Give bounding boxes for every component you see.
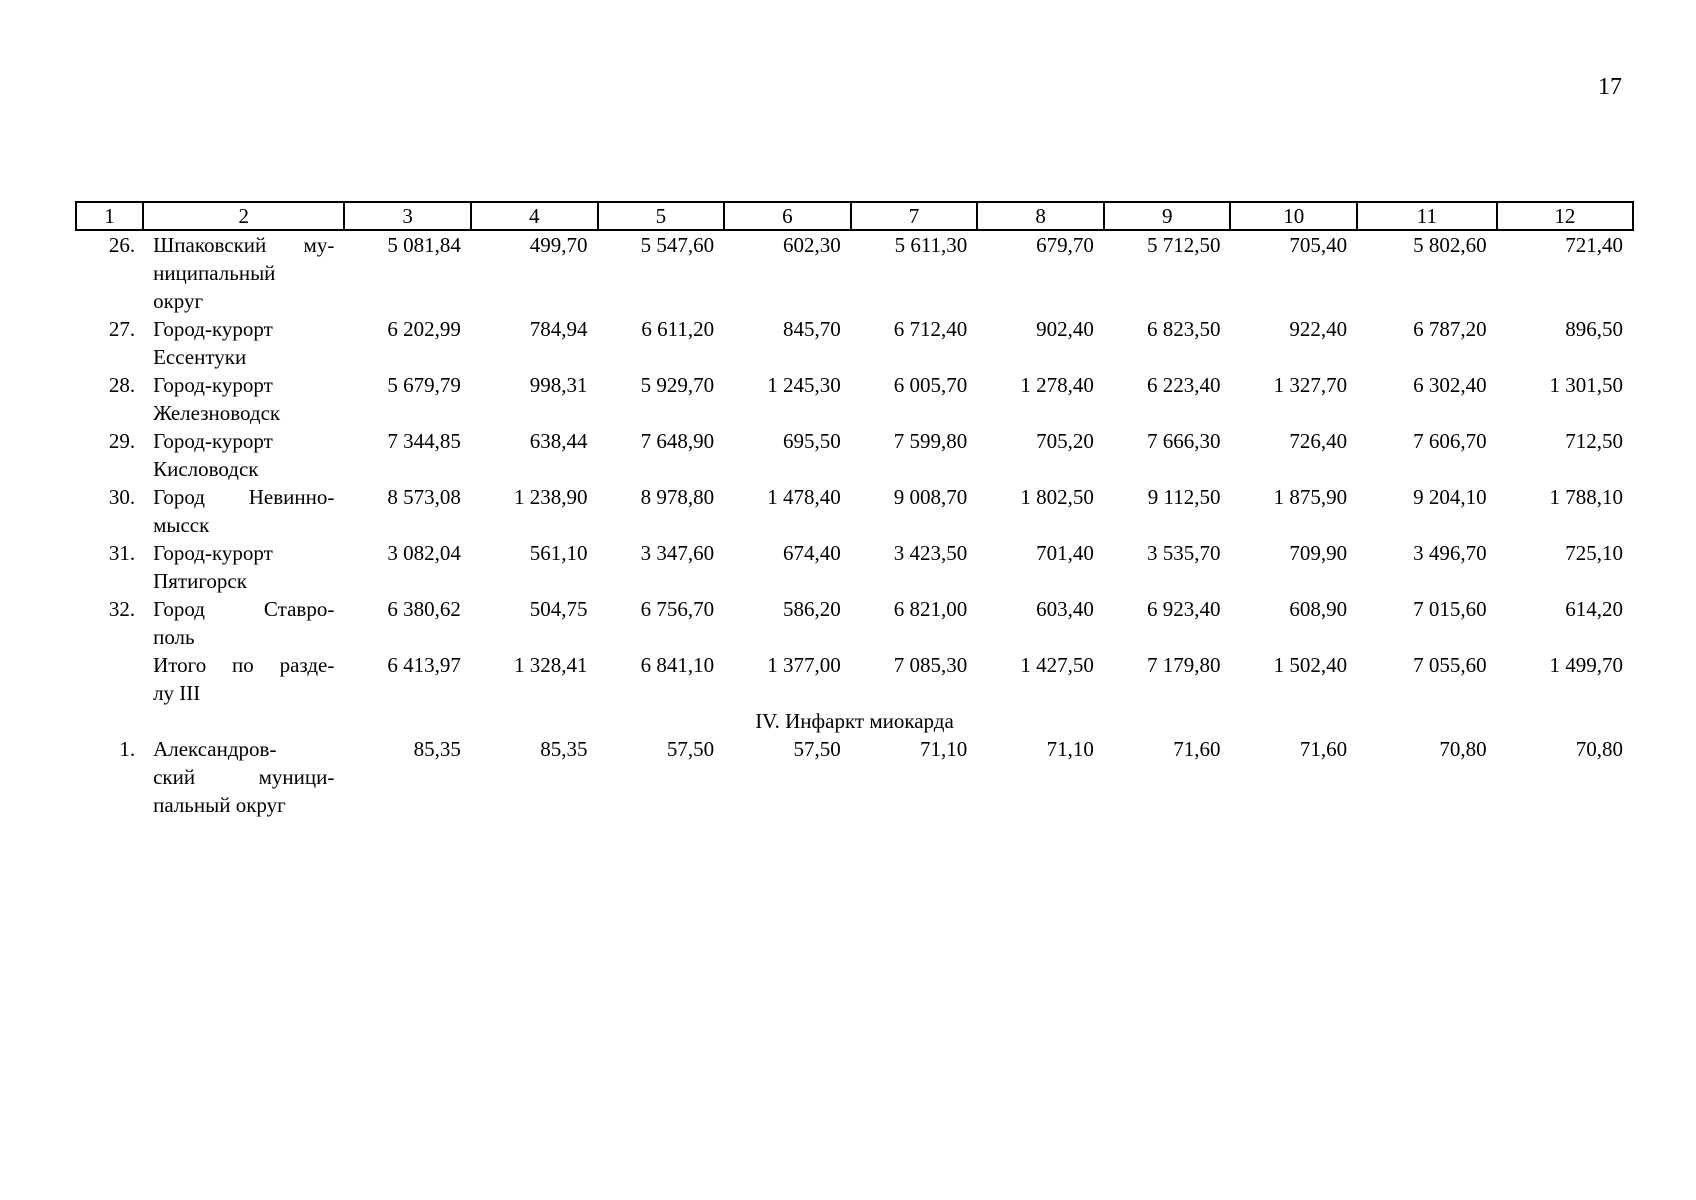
value-cell: 70,80: [1575, 737, 1623, 761]
municipality-name: [143, 230, 344, 315]
column-number-cell: 12: [1497, 202, 1633, 230]
value-cell: 6 005,70: [893, 373, 968, 397]
value-cell: 6 380,62: [387, 597, 461, 621]
value-cell: 1 427,50: [1020, 653, 1094, 677]
value-cell: 712,50: [1565, 429, 1623, 453]
value-cell: 614,20: [1565, 597, 1623, 621]
name-line: ский муници-: [153, 765, 335, 789]
section-row: [76, 707, 1633, 735]
name-line: мысск: [153, 513, 210, 537]
data-table: [75, 201, 1634, 819]
value-cell: 7 606,70: [1413, 429, 1487, 453]
table-row: [76, 539, 1633, 595]
value-cell: 7 015,60: [1413, 597, 1487, 621]
value-cell: 9 204,10: [1413, 485, 1487, 509]
row-index: 31.: [108, 541, 136, 565]
name-line: Железноводск: [153, 401, 281, 425]
column-number-cell: 8: [977, 202, 1104, 230]
value-cell: 608,90: [1289, 597, 1348, 621]
value-cell: 6 823,50: [1146, 317, 1221, 341]
value-cell: 1 278,40: [1020, 373, 1094, 397]
value-cell: 6 302,40: [1413, 373, 1487, 397]
value-cell: 3 423,50: [893, 541, 968, 565]
name-line: лу III: [153, 681, 201, 705]
municipality-name: [143, 315, 344, 371]
name-line: пальный округ: [153, 793, 286, 817]
value-cell: 726,40: [1289, 429, 1348, 453]
page-number: 17: [1598, 74, 1622, 100]
name-line: Город-курорт: [153, 317, 273, 341]
column-number-cell: 1: [76, 202, 143, 230]
name-line: ниципальный: [153, 261, 276, 285]
value-cell: 7 344,85: [387, 429, 461, 453]
value-cell: 784,94: [529, 317, 588, 341]
value-cell: 7 179,80: [1146, 653, 1221, 677]
value-cell: 9 112,50: [1147, 485, 1221, 509]
value-cell: 5 802,60: [1413, 233, 1487, 257]
value-cell: 1 238,90: [514, 485, 588, 509]
value-cell: 3 496,70: [1413, 541, 1487, 565]
value-cell: 8 978,80: [640, 485, 715, 509]
value-cell: 709,90: [1289, 541, 1348, 565]
value-cell: 586,20: [782, 597, 841, 621]
table-row: [76, 595, 1633, 651]
value-cell: 6 223,40: [1146, 373, 1221, 397]
column-number-cell: 10: [1230, 202, 1357, 230]
row-index: 29.: [108, 429, 136, 453]
value-cell: 504,75: [529, 597, 588, 621]
value-cell: 845,70: [782, 317, 841, 341]
value-cell: 8 573,08: [387, 485, 461, 509]
table-body: [76, 230, 1633, 819]
value-cell: 9 008,70: [893, 485, 968, 509]
value-cell: 561,10: [529, 541, 588, 565]
value-cell: 57,50: [793, 737, 841, 761]
table-row: [76, 371, 1633, 427]
value-cell: 6 712,40: [893, 317, 968, 341]
value-cell: 7 085,30: [893, 653, 968, 677]
name-line: Город-курорт: [153, 541, 273, 565]
value-cell: 1 875,90: [1273, 485, 1348, 509]
table-row: [76, 230, 1633, 315]
row-index: 27.: [108, 317, 136, 341]
value-cell: 679,70: [1036, 233, 1094, 257]
value-cell: 5 929,70: [640, 373, 715, 397]
value-cell: 902,40: [1036, 317, 1094, 341]
value-cell: 5 712,50: [1146, 233, 1221, 257]
value-cell: 71,10: [1046, 737, 1094, 761]
value-cell: 695,50: [782, 429, 841, 453]
value-cell: 3 082,04: [387, 541, 461, 565]
value-cell: 6 821,00: [893, 597, 968, 621]
row-index: 1.: [119, 737, 136, 761]
row-index: 32.: [108, 597, 136, 621]
municipality-name: [143, 651, 344, 707]
name-line: Кисловодск: [153, 457, 259, 481]
value-cell: 85,35: [540, 737, 588, 761]
name-line: Пятигорск: [153, 569, 247, 593]
municipality-name: [143, 483, 344, 539]
column-number-header: [76, 202, 1633, 230]
value-cell: 1 788,10: [1549, 485, 1623, 509]
value-cell: 998,31: [529, 373, 588, 397]
column-number-cell: 6: [724, 202, 851, 230]
table-row: [76, 735, 1633, 819]
row-index: 28.: [108, 373, 136, 397]
value-cell: 5 611,30: [894, 233, 968, 257]
value-cell: 705,40: [1289, 233, 1348, 257]
value-cell: 71,60: [1173, 737, 1221, 761]
municipality-name: [143, 735, 344, 819]
value-cell: 1 245,30: [767, 373, 841, 397]
row-index: 26.: [108, 233, 136, 257]
section-title: IV. Инфаркт миокарда: [755, 709, 954, 733]
value-cell: 6 787,20: [1413, 317, 1487, 341]
value-cell: 1 502,40: [1273, 653, 1348, 677]
municipality-name: [143, 427, 344, 483]
table-row: [76, 427, 1633, 483]
name-line: Ессентуки: [153, 345, 247, 369]
table-row: [76, 315, 1633, 371]
name-line: Шпаковский му-: [153, 233, 335, 257]
value-cell: 5 679,79: [387, 373, 461, 397]
name-line: Александров-: [153, 737, 277, 761]
value-cell: 71,10: [920, 737, 968, 761]
value-cell: 1 377,00: [767, 653, 841, 677]
municipality-name: [143, 539, 344, 595]
value-cell: 3 535,70: [1146, 541, 1221, 565]
value-cell: 674,40: [782, 541, 841, 565]
municipality-name: [143, 371, 344, 427]
column-number-cell: 2: [143, 202, 344, 230]
value-cell: 603,40: [1036, 597, 1094, 621]
row-index: 30.: [108, 485, 136, 509]
name-line: Город-курорт: [153, 373, 273, 397]
table-row: [76, 651, 1633, 707]
value-cell: 896,50: [1565, 317, 1623, 341]
value-cell: 1 478,40: [767, 485, 841, 509]
value-cell: 6 611,20: [641, 317, 715, 341]
value-cell: 1 327,70: [1273, 373, 1348, 397]
name-line: Итого по разде-: [153, 653, 335, 677]
value-cell: 6 413,97: [387, 653, 461, 677]
value-cell: 3 347,60: [640, 541, 715, 565]
column-number-cell: 3: [344, 202, 471, 230]
value-cell: 1 802,50: [1020, 485, 1094, 509]
value-cell: 1 328,41: [514, 653, 588, 677]
value-cell: 1 301,50: [1549, 373, 1623, 397]
value-cell: 5 081,84: [387, 233, 461, 257]
value-cell: 6 923,40: [1146, 597, 1221, 621]
value-cell: 7 666,30: [1146, 429, 1221, 453]
column-number-cell: 9: [1104, 202, 1231, 230]
value-cell: 602,30: [782, 233, 841, 257]
value-cell: 5 547,60: [640, 233, 715, 257]
name-line: Город-курорт: [153, 429, 273, 453]
column-number-cell: 4: [471, 202, 598, 230]
name-line: Город Невинно-: [153, 485, 335, 509]
value-cell: 725,10: [1565, 541, 1623, 565]
value-cell: 7 648,90: [640, 429, 715, 453]
value-cell: 6 202,99: [387, 317, 461, 341]
value-cell: 85,35: [413, 737, 461, 761]
value-cell: 6 756,70: [640, 597, 715, 621]
name-line: округ: [153, 289, 204, 313]
value-cell: 70,80: [1439, 737, 1487, 761]
table-row: [76, 483, 1633, 539]
name-line: поль: [153, 625, 195, 649]
column-number-cell: 11: [1357, 202, 1497, 230]
value-cell: 71,60: [1299, 737, 1348, 761]
value-cell: 701,40: [1036, 541, 1094, 565]
value-cell: 922,40: [1289, 317, 1348, 341]
value-cell: 499,70: [529, 233, 588, 257]
value-cell: 7 599,80: [893, 429, 968, 453]
column-number-cell: 5: [598, 202, 725, 230]
municipality-name: [143, 595, 344, 651]
value-cell: 1 499,70: [1549, 653, 1623, 677]
value-cell: 638,44: [529, 429, 588, 453]
value-cell: 6 841,10: [640, 653, 715, 677]
value-cell: 57,50: [666, 737, 715, 761]
value-cell: 705,20: [1036, 429, 1094, 453]
column-number-cell: 7: [851, 202, 978, 230]
row-index: [76, 651, 143, 707]
name-line: Город Ставро-: [153, 597, 335, 621]
value-cell: 7 055,60: [1413, 653, 1487, 677]
value-cell: 721,40: [1565, 233, 1623, 257]
